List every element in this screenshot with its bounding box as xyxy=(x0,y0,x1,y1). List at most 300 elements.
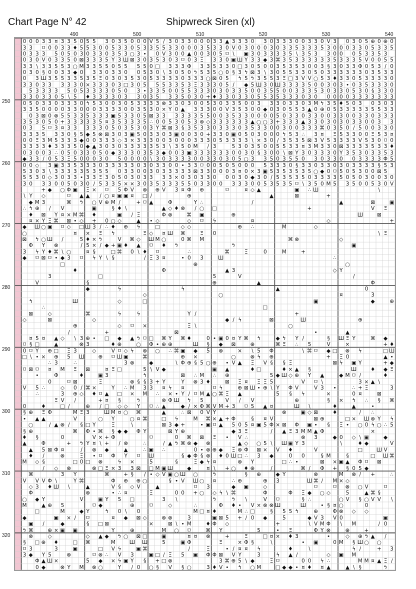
stitch-symbol: ○ xyxy=(218,292,224,299)
stitch-symbol: 3 xyxy=(257,70,261,77)
stitch-symbol: □ xyxy=(142,533,148,540)
stitch-symbol: • xyxy=(301,540,305,547)
stitch-symbol: 3 xyxy=(200,181,204,188)
stitch-symbol: 0 xyxy=(48,70,52,77)
stitch-symbol: 3 xyxy=(377,181,381,188)
stitch-symbol: Φ xyxy=(269,348,274,355)
stitch-symbol: Y xyxy=(212,410,217,417)
stitch-symbol: V xyxy=(117,552,122,559)
stitch-symbol: ㅁ xyxy=(129,323,135,330)
stitch-symbol: ⌘ xyxy=(275,342,281,349)
stitch-symbol: 3 xyxy=(149,385,153,392)
stitch-symbol: 0 xyxy=(105,45,109,52)
stitch-symbol: 0 xyxy=(117,509,122,516)
stitch-symbol: ⊗ xyxy=(66,552,72,559)
stitch-symbol: 0 xyxy=(22,39,27,46)
stitch-symbol: ㅁ xyxy=(332,168,338,175)
stitch-symbol: 5 xyxy=(314,88,318,95)
stitch-symbol: ⌘ xyxy=(53,218,59,225)
stitch-symbol: 3 xyxy=(35,119,39,126)
stitch-symbol: 5 xyxy=(276,144,280,151)
stitch-symbol: □ xyxy=(98,274,103,281)
stitch-symbol: 0 xyxy=(364,286,369,293)
stitch-symbol: Ш xyxy=(47,237,53,244)
stitch-symbol: 3 xyxy=(35,156,39,163)
stitch-symbol: § xyxy=(35,434,39,441)
stitch-symbol: ⊗ xyxy=(313,472,319,479)
stitch-symbol: 5 xyxy=(244,76,248,83)
stitch-symbol: Φ xyxy=(206,552,211,559)
stitch-symbol: 0 xyxy=(35,168,39,175)
stitch-symbol: • xyxy=(92,428,96,435)
stitch-symbol: V xyxy=(345,496,350,503)
stitch-symbol: 0 xyxy=(105,125,109,132)
stitch-symbol: 3 xyxy=(320,150,324,157)
stitch-symbol: ○ xyxy=(66,249,72,256)
stitch-symbol: 3 xyxy=(174,63,179,70)
stitch-symbol: 3 xyxy=(244,63,248,70)
stitch-symbol: 3 xyxy=(295,144,299,151)
stitch-symbol: 0 xyxy=(333,540,337,547)
stitch-symbol: + xyxy=(357,385,363,392)
stitch-symbol: \ xyxy=(302,348,305,355)
stitch-symbol: ¤ xyxy=(41,336,46,343)
stitch-symbol: 3 xyxy=(162,113,166,120)
stitch-symbol: 3 xyxy=(174,144,179,151)
stitch-symbol: 0 xyxy=(371,57,375,64)
stitch-symbol: 3 xyxy=(155,156,160,163)
stitch-symbol: 3 xyxy=(105,373,109,380)
stitch-symbol: 0 xyxy=(124,70,128,77)
stitch-symbol: 3 xyxy=(257,100,261,107)
stitch-symbol: 5 xyxy=(60,76,65,83)
stitch-symbol: 3 xyxy=(22,119,27,126)
stitch-symbol: \ xyxy=(36,63,39,70)
stitch-symbol: ◆ xyxy=(22,255,27,262)
stitch-symbol: × xyxy=(85,82,91,89)
stitch-symbol: 3 xyxy=(282,94,286,101)
stitch-symbol: ⊕ xyxy=(98,354,103,361)
stitch-symbol: 3 xyxy=(136,181,141,188)
stitch-symbol: 3 xyxy=(212,150,217,157)
stitch-symbol: 3 xyxy=(92,82,96,89)
stitch-symbol: ▣ xyxy=(389,199,395,206)
stitch-symbol: 3 xyxy=(41,82,46,89)
stitch-symbol: 0 xyxy=(73,385,77,392)
stitch-symbol: ▣ xyxy=(91,206,97,213)
stitch-symbol: 3 xyxy=(257,125,261,132)
stitch-symbol: ⊕ xyxy=(186,193,192,200)
stitch-symbol: 5 xyxy=(206,113,210,120)
stitch-symbol: M xyxy=(313,100,319,107)
stitch-symbol: 3 xyxy=(377,45,381,52)
stitch-symbol: ⌘ xyxy=(205,404,211,411)
stitch-symbol: \ xyxy=(302,181,305,188)
stitch-symbol: Φ xyxy=(244,540,249,547)
stitch-symbol: V xyxy=(364,484,369,491)
stitch-symbol: • xyxy=(79,175,84,182)
stitch-symbol: 3 xyxy=(320,88,324,95)
stitch-symbol: 0 xyxy=(250,162,255,169)
stitch-symbol: ◆ xyxy=(263,107,268,114)
stitch-symbol: ⌘ xyxy=(161,125,167,132)
stitch-symbol: Φ xyxy=(212,552,217,559)
stitch-symbol: ♦ xyxy=(47,249,53,256)
stitch-symbol: + xyxy=(364,527,369,534)
stitch-symbol: ⌘ xyxy=(142,416,148,423)
stitch-symbol: 0 xyxy=(352,100,356,107)
stitch-symbol: 3 xyxy=(219,150,223,157)
stitch-symbol: 0 xyxy=(136,175,141,182)
stitch-symbol: 3 xyxy=(225,113,229,120)
stitch-symbol: ϟ xyxy=(111,230,115,237)
stitch-symbol: ○ xyxy=(338,503,344,510)
stitch-symbol: M xyxy=(142,391,148,398)
stitch-symbol: • xyxy=(181,162,185,169)
stitch-symbol: ○ xyxy=(148,564,154,570)
stitch-symbol: ¤ xyxy=(111,515,115,522)
stitch-symbol: § xyxy=(320,453,324,460)
stitch-symbol: 3 xyxy=(174,168,179,175)
stitch-symbol: ▣ xyxy=(136,546,141,553)
stitch-symbol: 0 xyxy=(48,107,52,114)
stitch-symbol: ϟ xyxy=(117,311,122,318)
stitch-symbol: ⊠ xyxy=(294,193,300,200)
stitch-symbol: □ xyxy=(370,453,376,460)
stitch-symbol: Ξ xyxy=(206,546,210,553)
stitch-symbol: 5 xyxy=(73,156,77,163)
stitch-symbol: 0 xyxy=(238,45,242,52)
stitch-symbol: 3 xyxy=(219,45,223,52)
stitch-symbol: ⊗ xyxy=(98,131,103,138)
stitch-symbol: ¤ xyxy=(358,391,362,398)
stitch-symbol: 0 xyxy=(212,51,217,58)
stitch-symbol: + xyxy=(224,533,230,540)
stitch-symbol: 5 xyxy=(54,138,58,145)
stitch-symbol: 0 xyxy=(111,82,115,89)
stitch-symbol: ◆ xyxy=(180,404,185,411)
stitch-symbol: 3 xyxy=(29,51,33,58)
stitch-symbol: ⊠ xyxy=(167,521,173,528)
stitch-symbol: ⊕ xyxy=(383,39,388,46)
stitch-symbol: Ξ xyxy=(48,218,52,225)
stitch-symbol: 5 xyxy=(358,76,362,83)
stitch-symbol: 3 xyxy=(371,150,375,157)
stitch-symbol: 0 xyxy=(212,230,217,237)
stitch-symbol: ◆ xyxy=(111,150,116,157)
stitch-symbol: V xyxy=(314,385,318,392)
stitch-symbol: 3 xyxy=(35,484,39,491)
stitch-symbol: 3 xyxy=(307,88,312,95)
stitch-symbol: ㅁ xyxy=(78,255,85,262)
stitch-symbol: 3 xyxy=(276,168,280,175)
stitch-symbol: • xyxy=(314,329,318,336)
stitch-symbol: ▲ xyxy=(269,193,274,200)
stitch-symbol: 3 xyxy=(257,131,261,138)
stitch-symbol: 0 xyxy=(174,138,179,145)
stitch-symbol: • xyxy=(149,472,153,479)
stitch-symbol: 5 xyxy=(282,515,286,522)
stitch-symbol: ∴ xyxy=(149,119,153,126)
stitch-symbol: 3 xyxy=(22,45,27,52)
stitch-symbol: ♦ xyxy=(174,206,179,213)
stitch-symbol: ⌘ xyxy=(218,391,224,398)
stitch-symbol: 3 xyxy=(307,162,312,169)
stitch-symbol: 5 xyxy=(29,100,33,107)
stitch-symbol: ∴ xyxy=(250,224,255,231)
stitch-symbol: 0 xyxy=(73,150,77,157)
stitch-symbol: 0 xyxy=(193,51,198,58)
stitch-symbol: 5 xyxy=(377,131,381,138)
stitch-symbol: Ш xyxy=(389,348,395,355)
stitch-symbol: 0 xyxy=(22,138,27,145)
stitch-symbol: 5 xyxy=(364,138,369,145)
stitch-symbol: 0 xyxy=(92,150,96,157)
stitch-symbol: / xyxy=(295,552,298,559)
stitch-symbol: 3 xyxy=(187,175,191,182)
stitch-symbol: × xyxy=(66,212,72,219)
stitch-symbol: ⊠ xyxy=(376,168,382,175)
stitch-symbol: § xyxy=(251,416,254,423)
stitch-symbol: / xyxy=(162,39,165,46)
stitch-symbol: 3 xyxy=(168,168,172,175)
stitch-symbol: 5 xyxy=(257,63,261,70)
stitch-symbol: ¤ xyxy=(29,336,33,343)
stitch-symbol: ◆ xyxy=(275,336,280,343)
stitch-symbol: □ xyxy=(60,261,65,268)
stitch-symbol: ▲ xyxy=(263,404,268,411)
stitch-symbol: ◆ xyxy=(282,564,287,570)
stitch-symbol: ⊠ xyxy=(47,447,53,454)
stitch-symbol: 5 xyxy=(339,168,343,175)
stitch-symbol: 3 xyxy=(307,39,312,46)
stitch-symbol: ⊕ xyxy=(370,39,376,46)
stitch-symbol: 5 xyxy=(149,150,153,157)
stitch-symbol: × xyxy=(338,397,344,404)
stitch-symbol: ◆ xyxy=(326,348,331,355)
stitch-symbol: ♦ xyxy=(47,484,53,491)
stitch-symbol: ⊠ xyxy=(376,212,382,219)
stitch-symbol: ◇ xyxy=(35,162,40,169)
stitch-symbol: § xyxy=(358,496,362,503)
stitch-symbol: ▣ xyxy=(161,533,167,540)
stitch-symbol: \ xyxy=(175,521,178,528)
stitch-symbol: 0 xyxy=(181,138,185,145)
stitch-symbol: 0 xyxy=(320,156,324,163)
stitch-symbol: § xyxy=(327,336,330,343)
stitch-symbol: ♦ xyxy=(142,249,148,256)
stitch-symbol: 0 xyxy=(79,39,84,46)
stitch-symbol: 5 xyxy=(79,45,84,52)
stitch-symbol: 3 xyxy=(301,168,305,175)
stitch-symbol: 5 xyxy=(187,88,191,95)
stitch-symbol: 0 xyxy=(231,63,236,70)
stitch-symbol: 3 xyxy=(73,125,77,132)
stitch-symbol: 5 xyxy=(48,119,52,126)
stitch-symbol: ♦ xyxy=(161,243,167,250)
stitch-symbol: 3 xyxy=(105,162,109,169)
stitch-symbol: 3 xyxy=(231,138,236,145)
stitch-symbol: 3 xyxy=(60,472,65,479)
stitch-symbol: 3 xyxy=(301,45,305,52)
stitch-symbol: 5 xyxy=(212,274,217,281)
stitch-symbol: ◆ xyxy=(288,564,293,570)
stitch-symbol: 3 xyxy=(162,168,166,175)
stitch-symbol: 0 xyxy=(143,57,147,64)
stitch-symbol: 0 xyxy=(149,63,153,70)
stitch-symbol: 0 xyxy=(212,107,217,114)
stitch-symbol: ⊠ xyxy=(41,212,46,219)
stitch-symbol: 3 xyxy=(225,119,229,126)
stitch-symbol: \ xyxy=(232,51,235,58)
stitch-symbol: 3 xyxy=(149,131,153,138)
stitch-symbol: ◆ xyxy=(364,441,369,448)
stitch-symbol: 3 xyxy=(86,76,90,83)
stitch-symbol: ◇ xyxy=(263,484,268,491)
stitch-symbol: 0 xyxy=(22,70,27,77)
stitch-symbol: ⊗ xyxy=(370,416,376,423)
stitch-symbol: 3 xyxy=(29,57,33,64)
stitch-symbol: ⊕ xyxy=(129,527,135,534)
stitch-symbol: 3 xyxy=(22,107,27,114)
stitch-symbol: ⊗ xyxy=(161,100,167,107)
stitch-symbol: 0 xyxy=(257,51,261,58)
stitch-symbol: 3 xyxy=(92,63,96,70)
stitch-symbol: 3 xyxy=(364,76,369,83)
stitch-symbol: ∴ xyxy=(333,255,337,262)
stitch-symbol: 3 xyxy=(136,138,141,145)
stitch-symbol: 0 xyxy=(181,175,185,182)
stitch-symbol: / xyxy=(118,441,121,448)
stitch-symbol: 5 xyxy=(181,70,185,77)
row-number: 250 xyxy=(2,99,11,105)
stitch-symbol: • xyxy=(225,360,229,367)
stitch-symbol: ▲ xyxy=(339,199,344,206)
stitch-symbol: 3 xyxy=(29,45,33,52)
stitch-symbol: 5 xyxy=(250,404,255,411)
stitch-symbol: × xyxy=(123,181,129,188)
stitch-symbol: ◇ xyxy=(117,218,122,225)
stitch-symbol: Ξ xyxy=(364,385,369,392)
stitch-symbol: 0 xyxy=(307,63,312,70)
stitch-symbol: 0 xyxy=(187,131,191,138)
stitch-symbol: 0 xyxy=(143,94,147,101)
stitch-symbol: 0 xyxy=(60,51,65,58)
stitch-symbol: 0 xyxy=(390,76,394,83)
stitch-symbol: • xyxy=(22,416,27,423)
stitch-symbol: 3 xyxy=(98,100,103,107)
stitch-symbol: § xyxy=(181,125,185,132)
stitch-symbol: V xyxy=(301,379,305,386)
stitch-symbol: ◇ xyxy=(155,218,160,225)
stitch-symbol: ⌘ xyxy=(287,237,294,244)
stitch-symbol: ▣ xyxy=(364,434,369,441)
stitch-symbol: 3 xyxy=(364,144,369,151)
stitch-symbol: 3 xyxy=(48,162,52,169)
stitch-symbol: 5 xyxy=(29,175,33,182)
stitch-symbol: ▣ xyxy=(180,348,186,355)
stitch-symbol: 0 xyxy=(111,100,115,107)
stitch-symbol: Φ xyxy=(28,490,33,497)
stitch-symbol: Y xyxy=(339,267,343,274)
stitch-symbol: ♦ xyxy=(212,509,217,516)
stitch-symbol: Ξ xyxy=(143,230,147,237)
stitch-symbol: 0 xyxy=(345,354,350,361)
stitch-symbol: ⌘ xyxy=(66,199,72,206)
stitch-symbol: ⌘ xyxy=(224,249,230,256)
stitch-symbol: 5 xyxy=(333,107,337,114)
stitch-symbol: ∴ xyxy=(307,187,312,194)
stitch-symbol: 5 xyxy=(269,373,274,380)
stitch-symbol: □ xyxy=(155,552,160,559)
stitch-symbol: 3 xyxy=(257,453,261,460)
stitch-symbol: 3 xyxy=(92,88,96,95)
stitch-symbol: ▲ xyxy=(79,193,84,200)
stitch-symbol: 3 xyxy=(143,385,147,392)
stitch-symbol: 3 xyxy=(193,150,198,157)
stitch-symbol: / xyxy=(302,336,305,343)
stitch-symbol: ▲ xyxy=(85,193,90,200)
stitch-symbol: 3 xyxy=(371,162,375,169)
stitch-symbol: 0 xyxy=(29,162,33,169)
stitch-symbol: 3 xyxy=(225,63,229,70)
stitch-symbol: V xyxy=(35,280,39,287)
stitch-symbol: ◆ xyxy=(193,348,198,355)
stitch-symbol: 3 xyxy=(174,181,179,188)
stitch-symbol: 5 xyxy=(67,150,71,157)
stitch-symbol: 5 xyxy=(282,509,286,516)
stitch-symbol: 0 xyxy=(345,45,350,52)
stitch-symbol: Y xyxy=(105,496,109,503)
stitch-symbol: 0 xyxy=(168,57,172,64)
stitch-symbol: 5 xyxy=(352,168,356,175)
stitch-symbol: 0 xyxy=(219,107,223,114)
stitch-symbol: ▣ xyxy=(148,552,154,559)
stitch-symbol: ▲ xyxy=(288,552,293,559)
stitch-symbol: 3 xyxy=(136,125,141,132)
stitch-symbol: 3 xyxy=(390,94,394,101)
stitch-symbol: 3 xyxy=(364,107,369,114)
stitch-symbol: 5 xyxy=(79,76,84,83)
stitch-symbol: 5 xyxy=(377,51,381,58)
stitch-symbol: ⊠ xyxy=(370,199,376,206)
stitch-symbol: 0 xyxy=(73,51,77,58)
stitch-symbol: 0 xyxy=(181,131,185,138)
stitch-symbol: 0 xyxy=(219,181,223,188)
stitch-symbol: 0 xyxy=(212,162,217,169)
stitch-symbol: ϟ xyxy=(168,385,172,392)
stitch-symbol: 3 xyxy=(168,138,172,145)
stitch-symbol: / xyxy=(270,465,273,472)
stitch-symbol: ▲ xyxy=(218,422,223,429)
stitch-symbol: 3 xyxy=(364,51,369,58)
stitch-symbol: 0 xyxy=(263,131,267,138)
stitch-symbol: • xyxy=(174,391,179,398)
stitch-symbol: ○ xyxy=(243,156,249,163)
stitch-symbol: 5 xyxy=(263,76,267,83)
stitch-symbol: 0 xyxy=(225,453,229,460)
stitch-symbol: ¤ xyxy=(339,292,343,299)
stitch-symbol: Y xyxy=(282,472,286,479)
stitch-symbol: 3 xyxy=(269,162,274,169)
stitch-symbol: 0 xyxy=(155,70,160,77)
stitch-symbol: ◆ xyxy=(244,82,249,89)
stitch-symbol: 0 xyxy=(193,447,198,454)
stitch-symbol: 3 xyxy=(307,144,312,151)
stitch-symbol: Ш xyxy=(53,484,59,491)
stitch-symbol: Φ xyxy=(212,521,217,528)
stitch-symbol: Ш xyxy=(148,237,154,244)
